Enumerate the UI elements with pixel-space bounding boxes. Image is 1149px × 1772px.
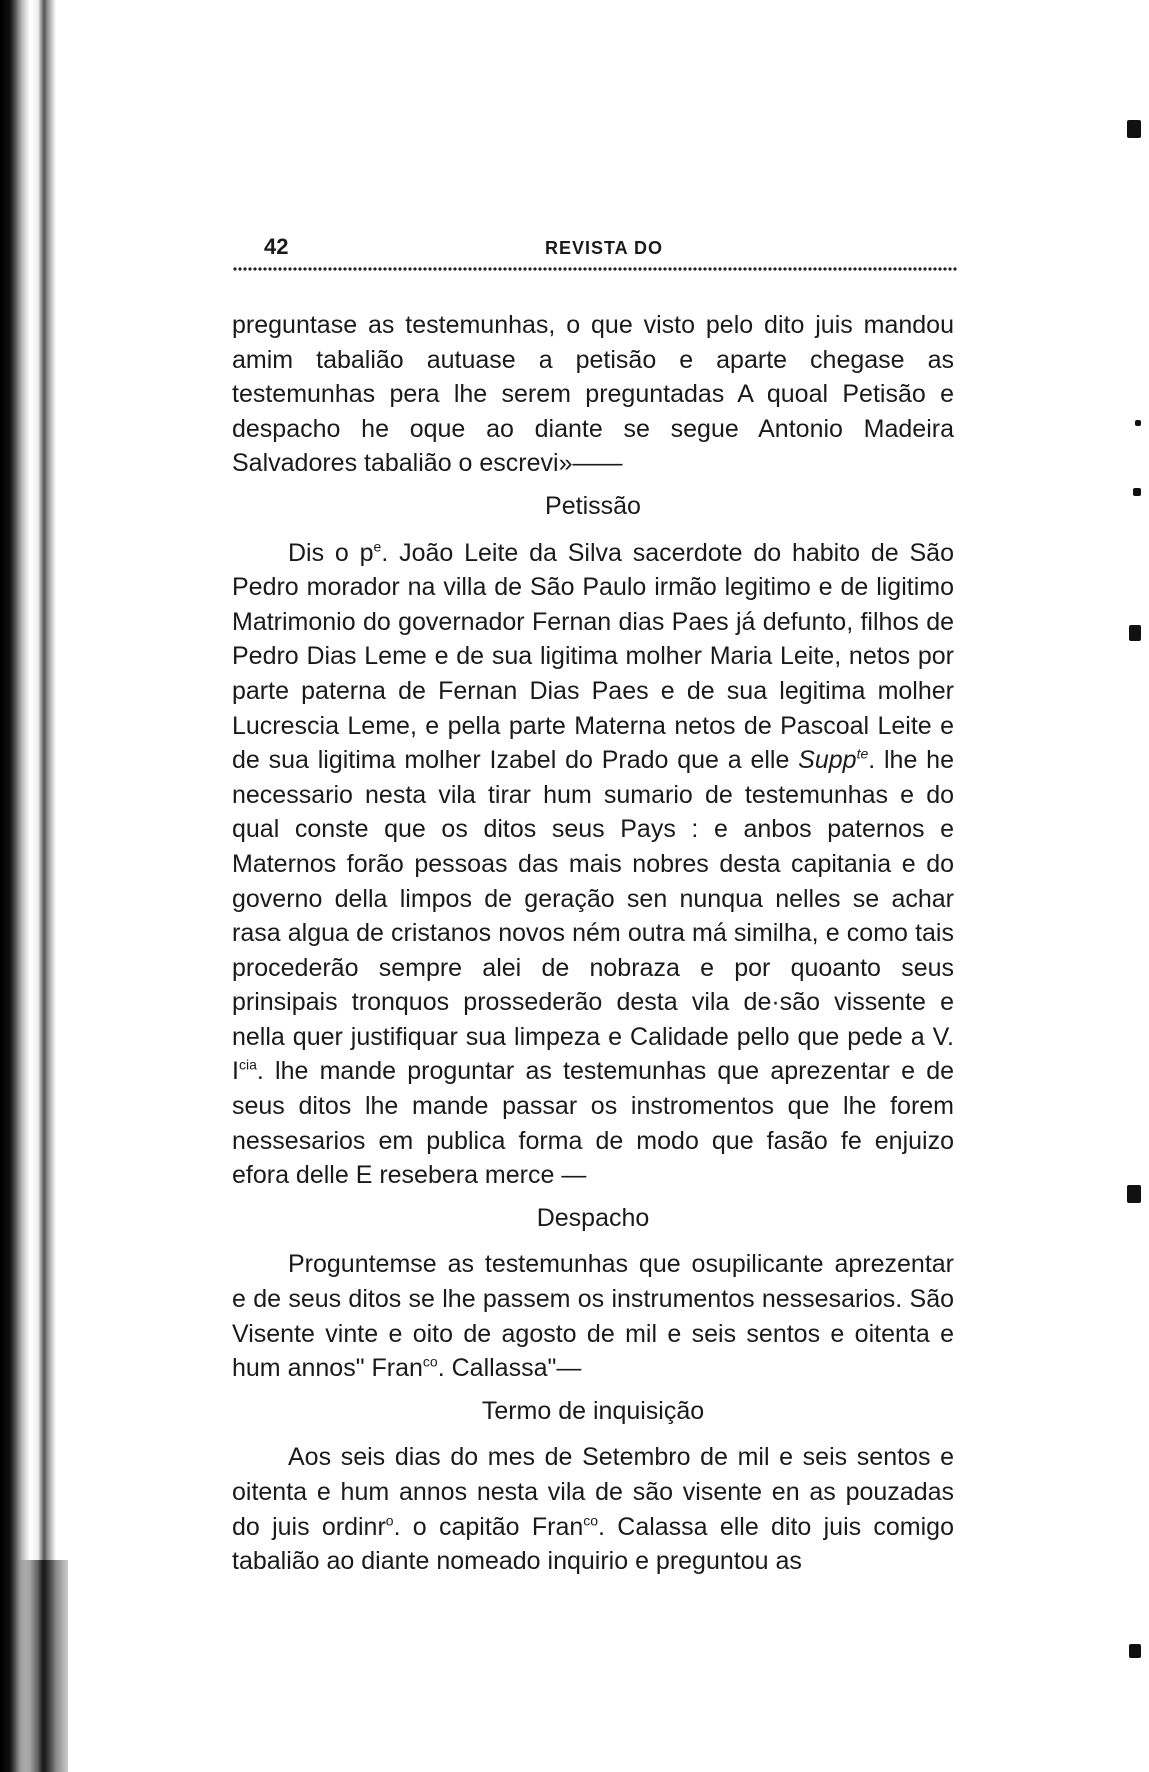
paragraph-intro: preguntase as testemunhas, o que visto pelo dito juis mandou amim tabalião autuase a petisão e aparte chegase as testemunhas pera lhe serem preguntadas A quoal Petisão e despacho he oque ao diante se segue Antonio Madeira Salvadores tabalião o escrevi»——	[232, 311, 954, 478]
binding-shadow	[18, 1560, 68, 1772]
page-edge-marks	[1117, 0, 1141, 1772]
running-head: REVISTA DO	[545, 238, 664, 258]
paragraph-despacho: Proguntemse as testemunhas que osupilicante aprezentar e de seus ditos se lhe passem os instrumentos nessesarios. São Visente vinte e oito de agosto de mil e seis sentos e oitenta e hum annos" Fran$^{co}$. Callassa"—	[232, 1250, 954, 1383]
page-number: 42	[264, 234, 289, 259]
page-header	[232, 232, 958, 276]
page-body	[232, 308, 954, 1579]
header-rule	[232, 266, 958, 271]
heading-termo: Termo de inquisição	[481, 1396, 705, 1425]
paragraph-petissao: Dis o $p^e$. João Leite da Silva sacerdote do habito de São Pedro morador na villa de São Paulo irmão legitimo e de ligitimo Matrimonio do governador Fernan dias Paes já defunto, filhos de Pedro Dias Leme e de sua ligitima molher Maria Leite, netos por parte paterna de Fernan Dias Paes e de sua legitima molher Lucrescia Leme, e pella parte Materna netos de Pascoal Leite e de sua ligitima molher Izabel do Prado que a elle Supp$^{te}$. lhe he necessario nesta vila tirar hum sumario de testemunhas e do qual conste que os ditos seus Pays : e anbos paternos e Maternos forão pessoas das mais nobres desta capitania e do governo della limpos de geração sen nunqua nelles se achar rasa algua de cristanos novos ném outra má similha, e como tais procederão sempre alei de nobraza e por quoanto seus prinsipais tronquos prossederão desta vila de·são vissente e nella quer justifiquar sua limpeza e Calidade pello que pede a V. $I^{cia}$. lhe mande proguntar as testemunhas que aprezentar e de seus ditos lhe mande passar os instromentos que lhe forem nessesarios em publica forma de modo que fasão fe enjuizo efora delle E resebera merce —	[232, 538, 954, 1190]
heading-despacho: Despacho	[536, 1203, 650, 1232]
heading-petissao: Petissão	[545, 491, 641, 520]
paragraph-termo: Aos seis dias do mes de Setembro de mil e seis sentos e oitenta e hum annos nesta vila de são visente en as pouzadas do juis ordinr$^o$. o capitão Fran$^{co}$. Calassa elle dito juis comigo tabalião ao diante nomeado inquirio e preguntou as	[232, 1443, 954, 1576]
book-spine-shadow	[0, 0, 62, 1772]
